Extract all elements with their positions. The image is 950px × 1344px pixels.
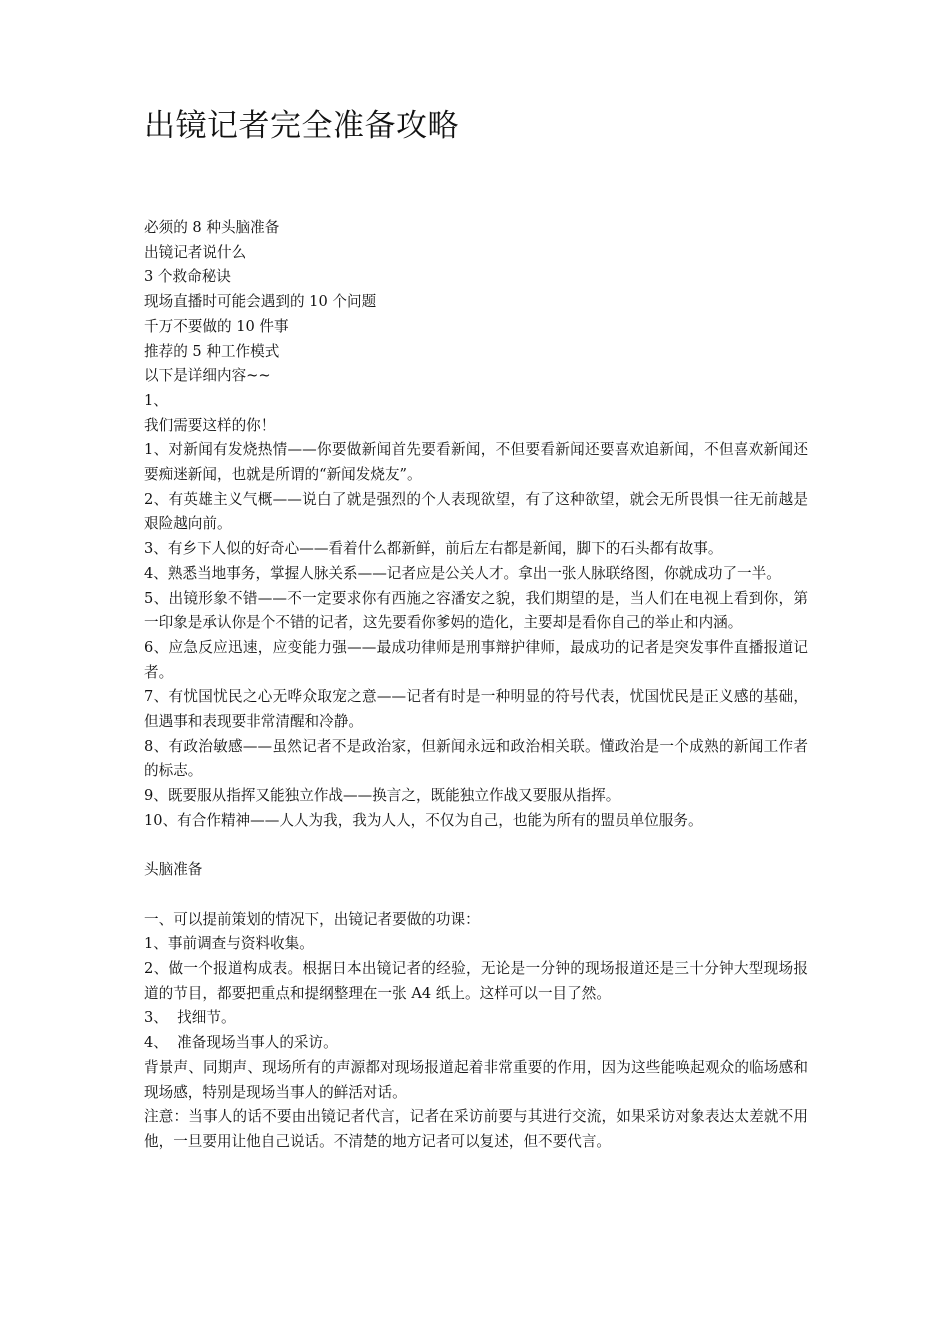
list-item: 2、有英雄主义气概——说白了就是强烈的个人表现欲望，有了这种欲望，就会无所畏惧一往无前越是艰险越向前。 — [144, 490, 808, 533]
toc-item: 出镜记者说什么 — [144, 243, 247, 261]
list-item: 4、熟悉当地事务，掌握人脉关系——记者应是公关人才。拿出一张人脉联络图，你就成功了一半。 — [144, 564, 781, 582]
document-body — [144, 216, 808, 1155]
spacer — [144, 834, 808, 859]
list-item: 6、应急反应迅速，应变能力强——最成功律师是刑事辩护律师，最成功的记者是突发事件直播报道记者。 — [144, 638, 808, 681]
toc-item: 3 个救命秘诀 — [144, 268, 231, 286]
list-item: 2、做一个报道构成表。根据日本出镜记者的经验，无论是一分钟的现场报道还是三十分钟大型现场报道的节目，都要把重点和提纲整理在一张 A4 纸上。这样可以一目了然。 — [144, 960, 808, 1002]
toc-item: 必须的 8 种头脑准备 — [144, 219, 280, 236]
list-item: 7、有忧国忧民之心无哗众取宠之意——记者有时是一种明显的符号代表，忧国忧民是正义感的基础，但遇事和表现要非常清醒和冷静。 — [144, 688, 808, 731]
section-number: 1、 — [144, 391, 168, 409]
section-heading: 头脑准备 — [144, 861, 203, 879]
list-item: 3、有乡下人似的好奇心——看着什么都新鲜，前后左右都是新闻，脚下的石头都有故事。 — [144, 540, 723, 558]
section-heading: 我们需要这样的你！ — [144, 416, 276, 434]
spacer — [144, 883, 808, 908]
toc-item: 以下是详细内容~~ — [144, 367, 271, 385]
list-item: 1、对新闻有发烧热情——你要做新闻首先要看新闻，不但要看新闻还要喜欢追新闻，不但喜欢新闻还要痴迷新闻，也就是所谓的“新闻发烧友”。 — [144, 441, 808, 484]
list-item: 4、 准备现场当事人的采访。 — [144, 1034, 338, 1052]
list-item: 3、 找细节。 — [144, 1009, 236, 1027]
document-title: 出镜记者完全准备攻略 — [144, 108, 459, 144]
list-item: 5、出镜形象不错——不一定要求你有西施之容潘安之貌，我们期望的是，当人们在电视上看到你，第一印象是承认你是个不错的记者，这先要看你爹妈的造化，主要却是看你自己的举止和内涵。 — [144, 589, 808, 632]
list-item: 1、事前调查与资料收集。 — [144, 935, 314, 953]
list-item: 10、有合作精神——人人为我，我为人人，不仅为自己，也能为所有的盟员单位服务。 — [144, 811, 703, 829]
section-subheading: 一、可以提前策划的情况下，出镜记者要做的功课： — [144, 910, 480, 928]
toc-item: 现场直播时可能会遇到的 10 个问题 — [144, 293, 377, 311]
list-item: 8、有政治敏感——虽然记者不是政治家，但新闻永远和政治相关联。懂政治是一个成熟的新闻工作者的标志。 — [144, 737, 808, 780]
paragraph: 注意：当事人的话不要由出镜记者代言，记者在采访前要与其进行交流，如果采访对象表达太差就不用他，一旦要用让他自己说话。不清楚的地方记者可以复述，但不要代言。 — [144, 1108, 808, 1150]
paragraph: 背景声、同期声、现场所有的声源都对现场报道起着非常重要的作用，因为这些能唤起观众的临场感和现场感，特别是现场当事人的鲜活对话。 — [144, 1058, 808, 1101]
toc-item: 千万不要做的 10 件事 — [144, 317, 289, 335]
toc-item: 推荐的 5 种工作模式 — [144, 342, 280, 360]
list-item: 9、既要服从指挥又能独立作战——换言之，既能独立作战又要服从指挥。 — [144, 787, 621, 805]
